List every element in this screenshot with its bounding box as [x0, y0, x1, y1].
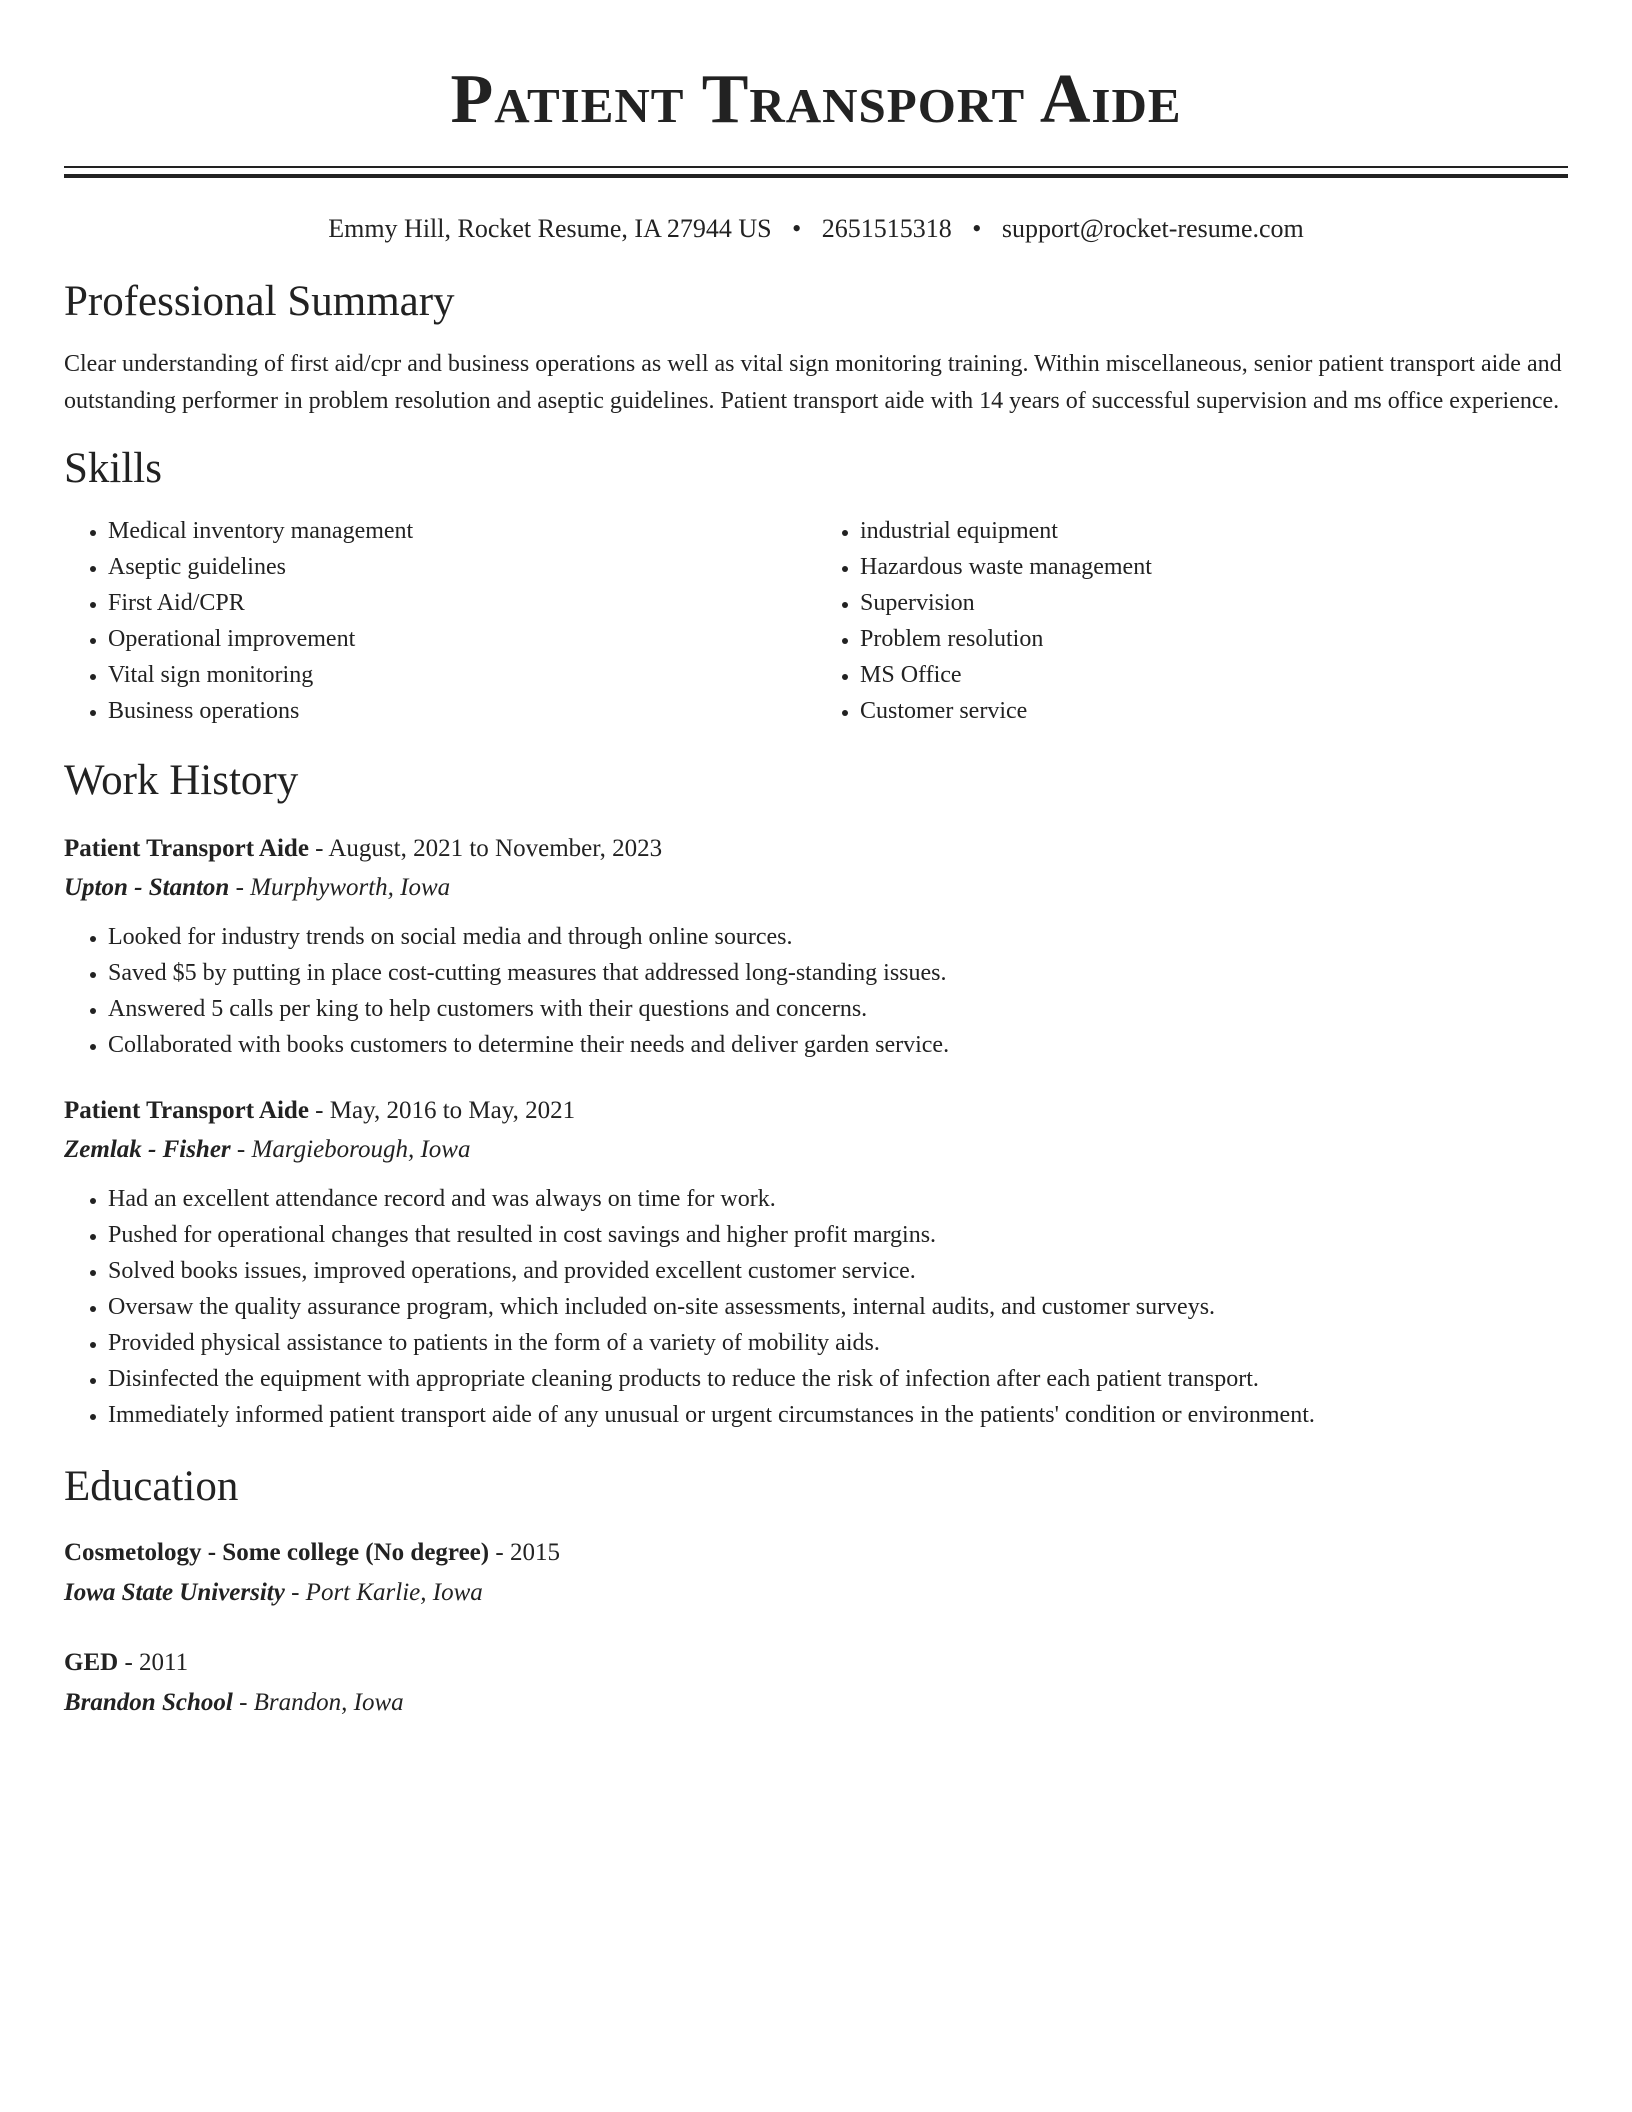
education-year: 2015	[509, 1539, 560, 1566]
skill-item: • Business operations	[108, 693, 816, 729]
work-history-section	[64, 755, 1568, 1433]
title-divider	[64, 166, 1568, 178]
skill-item: • industrial equipment	[860, 513, 1568, 549]
divider-line-thick	[64, 174, 1568, 178]
job-title: Patient Transport Aide	[64, 835, 309, 862]
education-degree: Cosmetology - Some college (No degree)	[64, 1539, 490, 1566]
contact-phone: 2651515318	[821, 214, 952, 243]
job-company-line: Upton - Stanton - Murphyworth, Iowa	[64, 874, 451, 901]
job-bullet: • Saved $5 by putting in place cost-cutting measures that addressed long-standing issues.	[108, 955, 1568, 991]
job-company: Zemlak - Fisher	[64, 1136, 231, 1163]
skill-item: • Supervision	[860, 585, 1568, 621]
job-bullet: • Immediately informed patient transport aide of any unusual or urgent circumstances in the patients' condition or environment.	[108, 1397, 1568, 1433]
education-degree-line: Cosmetology - Some college (No degree) - 2015	[64, 1539, 560, 1566]
skill-item: • First Aid/CPR	[108, 585, 816, 621]
contact-line	[64, 212, 1568, 246]
education-entry	[64, 1643, 1568, 1723]
skills-heading: Skills	[64, 445, 162, 492]
skills-columns	[64, 513, 1568, 729]
education-school-line: Brandon School - Brandon, Iowa	[64, 1689, 404, 1716]
skill-item: • Medical inventory management	[108, 513, 816, 549]
education-location: Port Karlie, Iowa	[305, 1579, 483, 1606]
job-title-line: Patient Transport Aide - August, 2021 to November, 2023	[64, 835, 663, 862]
job-bullet: • Disinfected the equipment with appropriate cleaning products to reduce the risk of infection after each patient transport.	[108, 1361, 1568, 1397]
education-degree-line: GED - 2011	[64, 1649, 189, 1676]
job-bullets	[64, 1181, 1568, 1433]
skills-section	[64, 443, 1568, 729]
job-dates: May, 2016 to May, 2021	[329, 1097, 576, 1124]
skill-item: • Aseptic guidelines	[108, 549, 816, 585]
resume-page	[64, 0, 1568, 1723]
work-history-heading: Work History	[64, 757, 299, 804]
page-title: Patient Transport Aide	[450, 61, 1182, 138]
skill-item: • Hazardous waste management	[860, 549, 1568, 585]
education-section	[64, 1461, 1568, 1723]
education-year: 2011	[139, 1649, 189, 1676]
summary-section	[64, 276, 1568, 419]
education-school: Brandon School	[64, 1689, 233, 1716]
contact-email[interactable]: support@rocket-resume.com	[1001, 214, 1304, 243]
skill-item: • Customer service	[860, 693, 1568, 729]
job-company: Upton - Stanton	[64, 874, 230, 901]
skills-list-left	[64, 513, 816, 729]
job-bullet: • Had an excellent attendance record and was always on time for work.	[108, 1181, 1568, 1217]
job-location: Margieborough, Iowa	[251, 1136, 471, 1163]
job-dates: August, 2021 to November, 2023	[328, 835, 663, 862]
job-bullet: • Collaborated with books customers to determine their needs and deliver garden service.	[108, 1027, 1568, 1063]
summary-text: Clear understanding of first aid/cpr and business operations as well as vital sign monitoring training. Within miscellaneous, senior patient transport aide and outstanding performer in problem resolution and aseptic guidelines. Patient transport aide with 14 years of successful supervision and ms office experience.	[64, 351, 1562, 414]
job-bullet: • Pushed for operational changes that resulted in cost savings and higher profit margins.	[108, 1217, 1568, 1253]
job-bullet: • Looked for industry trends on social media and through online sources.	[108, 919, 1568, 955]
job-company-line: Zemlak - Fisher - Margieborough, Iowa	[64, 1136, 471, 1163]
skill-item: • MS Office	[860, 657, 1568, 693]
skill-item: • Problem resolution	[860, 621, 1568, 657]
job-bullet: • Provided physical assistance to patients in the form of a variety of mobility aids.	[108, 1325, 1568, 1361]
education-entry	[64, 1533, 1568, 1613]
skill-item: • Operational improvement	[108, 621, 816, 657]
education-heading: Education	[64, 1463, 239, 1510]
education-location: Brandon, Iowa	[253, 1689, 404, 1716]
skills-list-right	[816, 513, 1568, 729]
job-entry	[64, 1091, 1568, 1433]
skill-item: • Vital sign monitoring	[108, 657, 816, 693]
job-title-line: Patient Transport Aide - May, 2016 to May, 2021	[64, 1097, 576, 1124]
education-school: Iowa State University	[64, 1579, 285, 1606]
job-bullets	[64, 919, 1568, 1063]
education-degree: GED	[64, 1649, 119, 1676]
job-title: Patient Transport Aide	[64, 1097, 309, 1124]
contact-separator: •	[972, 214, 982, 243]
contact-separator: •	[792, 214, 802, 243]
job-entry	[64, 829, 1568, 1063]
job-bullet: • Oversaw the quality assurance program, which included on-site assessments, internal audits, and customer surveys.	[108, 1289, 1568, 1325]
job-bullet: • Solved books issues, improved operations, and provided excellent customer service.	[108, 1253, 1568, 1289]
job-location: Murphyworth, Iowa	[250, 874, 451, 901]
summary-heading: Professional Summary	[64, 278, 455, 325]
job-bullet: • Answered 5 calls per king to help customers with their questions and concerns.	[108, 991, 1568, 1027]
divider-line-thin	[64, 166, 1568, 168]
education-school-line: Iowa State University - Port Karlie, Iowa	[64, 1579, 483, 1606]
contact-address: Emmy Hill, Rocket Resume, IA 27944 US	[328, 214, 772, 243]
